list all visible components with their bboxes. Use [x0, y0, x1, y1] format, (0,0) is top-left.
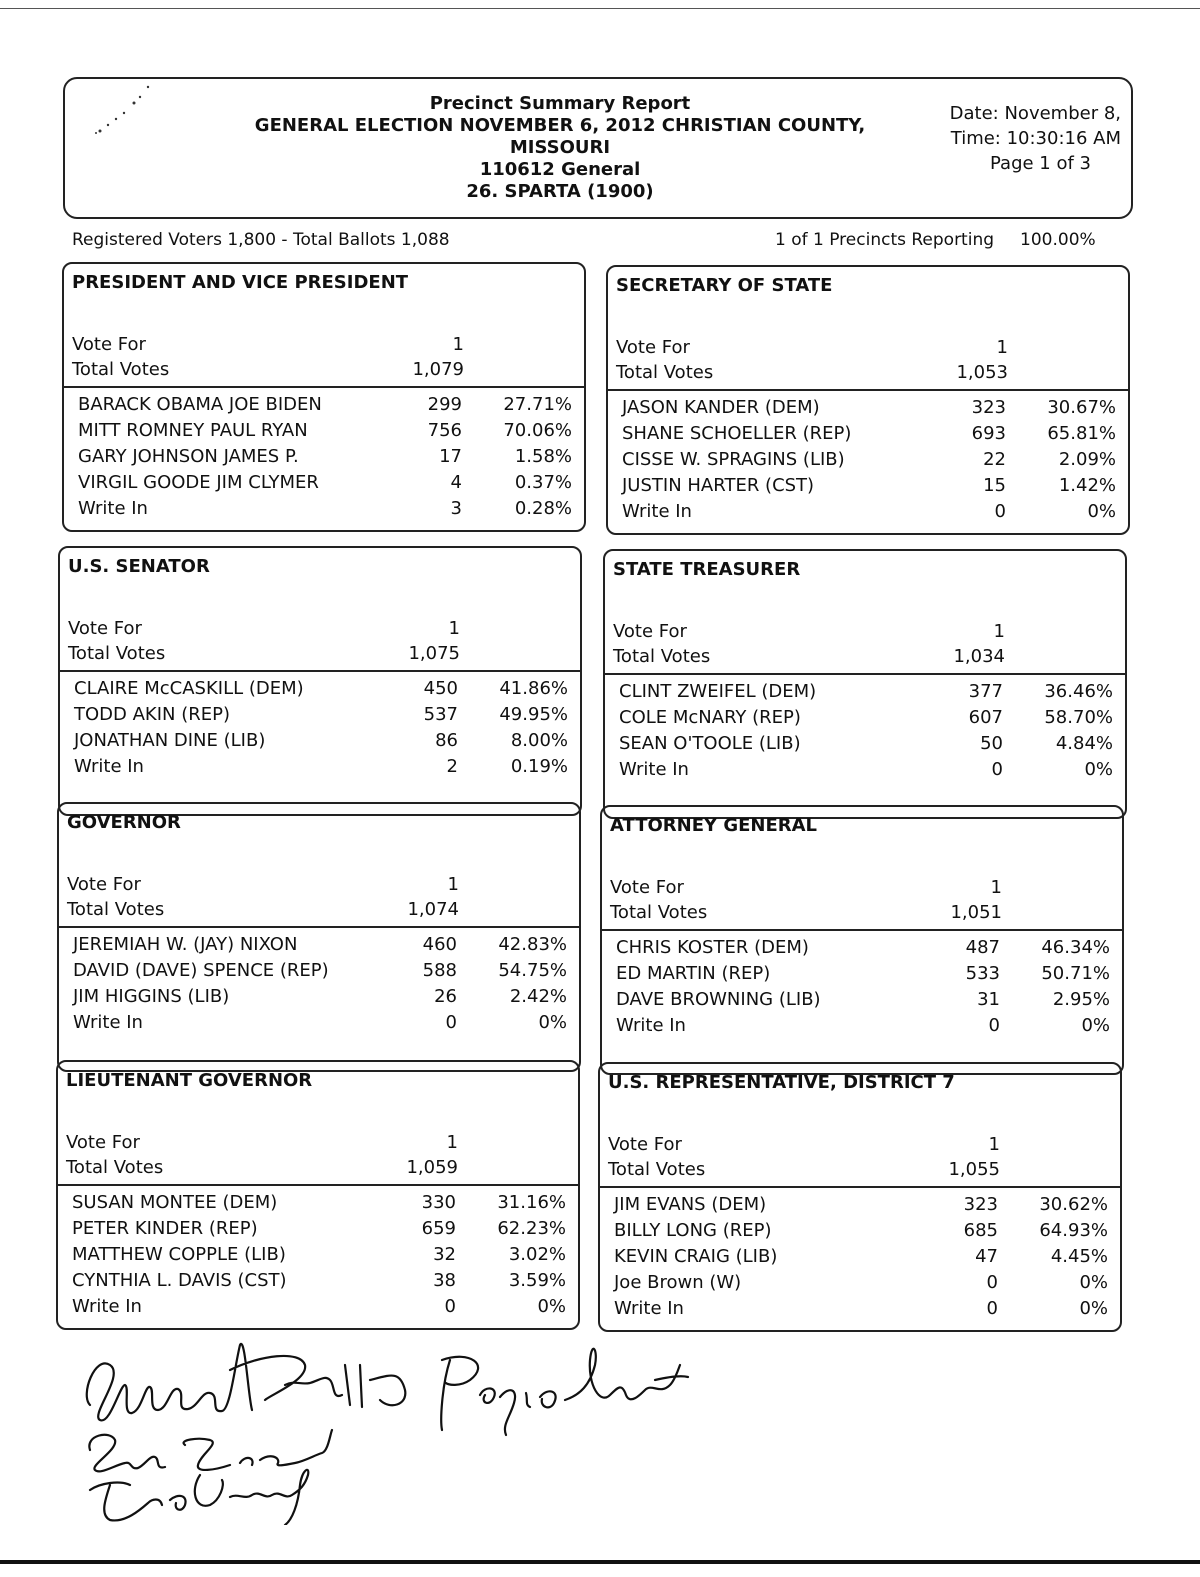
- candidate-list: [73, 932, 567, 1036]
- divider: [58, 1184, 578, 1186]
- candidate-row: [622, 395, 1116, 421]
- candidate-list: [616, 935, 1110, 1039]
- candidate-name: Write In: [622, 501, 692, 522]
- race-meta: [67, 872, 459, 922]
- election-code: 110612 General: [479, 159, 641, 180]
- vote-for-label: Vote For: [613, 621, 687, 642]
- candidate-votes: 0: [994, 501, 1006, 522]
- race-box: [57, 802, 581, 1072]
- candidate-percent: 31.16%: [497, 1192, 566, 1213]
- candidate-list: [619, 679, 1113, 783]
- total-votes-row: [608, 1157, 1000, 1182]
- candidate-row: [616, 961, 1110, 987]
- candidate-votes: 86: [435, 730, 458, 751]
- candidate-percent: 54.75%: [498, 960, 567, 981]
- race-box: [603, 549, 1127, 819]
- divider: [602, 929, 1122, 931]
- report-title-block: [245, 93, 875, 203]
- candidate-list: [78, 392, 572, 522]
- race-box: [606, 265, 1130, 535]
- candidate-name: MATTHEW COPPLE (LIB): [72, 1244, 286, 1265]
- candidate-votes: 685: [963, 1220, 998, 1241]
- candidate-percent: 1.42%: [1058, 475, 1116, 496]
- signature-4: [90, 1470, 308, 1525]
- divider: [605, 673, 1125, 675]
- candidate-row: [622, 447, 1116, 473]
- candidate-votes: 588: [422, 960, 457, 981]
- candidate-list: [74, 676, 568, 780]
- candidate-row: [619, 731, 1113, 757]
- candidate-name: Write In: [72, 1296, 142, 1317]
- vote-for-value: 1: [996, 337, 1008, 358]
- total-votes-row: [616, 360, 1008, 385]
- total-votes-row: [610, 900, 1002, 925]
- candidate-row: [622, 499, 1116, 525]
- candidate-votes: 487: [965, 937, 1000, 958]
- report-time: Time: 10:30:16 AM: [950, 128, 1121, 149]
- candidate-votes: 0: [991, 759, 1003, 780]
- total-votes-value: 1,051: [950, 902, 1002, 923]
- candidate-name: JIM EVANS (DEM): [614, 1194, 767, 1215]
- vote-for-value: 1: [452, 334, 464, 355]
- candidate-row: [78, 444, 572, 470]
- candidate-percent: 30.62%: [1039, 1194, 1108, 1215]
- candidate-row: [622, 473, 1116, 499]
- scan-specks: [90, 83, 150, 143]
- candidate-row: [72, 1216, 566, 1242]
- candidate-votes: 17: [439, 446, 462, 467]
- signature-3: [89, 1430, 332, 1471]
- race-meta: [72, 332, 464, 382]
- candidate-votes: 450: [423, 678, 458, 699]
- candidate-percent: 0.19%: [510, 756, 568, 777]
- total-votes-label: Total Votes: [68, 643, 166, 664]
- candidate-name: JONATHAN DINE (LIB): [74, 730, 266, 751]
- candidate-name: PETER KINDER (REP): [72, 1218, 258, 1239]
- candidate-percent: 30.67%: [1047, 397, 1116, 418]
- candidate-row: [72, 1242, 566, 1268]
- candidate-percent: 2.09%: [1058, 449, 1116, 470]
- candidate-row: [74, 754, 568, 780]
- total-votes-label: Total Votes: [67, 899, 165, 920]
- precincts-reporting-label: 1 of 1 Precincts Reporting: [775, 230, 995, 250]
- race-meta: [608, 1132, 1000, 1182]
- candidate-votes: 659: [421, 1218, 456, 1239]
- candidate-percent: 46.34%: [1041, 937, 1110, 958]
- candidate-name: Write In: [74, 756, 144, 777]
- report-header: [63, 77, 1133, 219]
- page-number: Page 1 of 3: [990, 153, 1091, 174]
- candidate-row: [73, 984, 567, 1010]
- vote-for-row: [616, 335, 1008, 360]
- candidate-name: MITT ROMNEY PAUL RYAN: [78, 420, 308, 441]
- candidate-votes: 0: [986, 1298, 998, 1319]
- candidate-percent: 65.81%: [1047, 423, 1116, 444]
- scan-edge-line: [0, 8, 1200, 9]
- registered-voters: Registered Voters 1,800 - Total Ballots 1,088: [72, 230, 450, 250]
- candidate-votes: 756: [427, 420, 462, 441]
- vote-for-value: 1: [448, 618, 460, 639]
- race-meta: [613, 619, 1005, 669]
- candidate-row: [616, 987, 1110, 1013]
- candidate-votes: 607: [968, 707, 1003, 728]
- race-meta: [610, 875, 1002, 925]
- candidate-list: [614, 1192, 1108, 1322]
- signature-2: [441, 1349, 688, 1435]
- candidate-row: [614, 1270, 1108, 1296]
- vote-for-label: Vote For: [68, 618, 142, 639]
- candidate-percent: 27.71%: [503, 394, 572, 415]
- candidate-name: CYNTHIA L. DAVIS (CST): [72, 1270, 287, 1291]
- vote-for-value: 1: [446, 1132, 458, 1153]
- vote-for-row: [610, 875, 1002, 900]
- candidate-name: CHRIS KOSTER (DEM): [616, 937, 809, 958]
- vote-for-row: [66, 1130, 458, 1155]
- candidate-row: [619, 679, 1113, 705]
- total-votes-label: Total Votes: [613, 646, 711, 667]
- candidate-percent: 1.58%: [514, 446, 572, 467]
- divider: [600, 1186, 1120, 1188]
- candidate-percent: 4.84%: [1055, 733, 1113, 754]
- candidate-percent: 4.45%: [1050, 1246, 1108, 1267]
- candidate-row: [78, 418, 572, 444]
- candidate-name: Write In: [614, 1298, 684, 1319]
- candidate-row: [73, 958, 567, 984]
- candidate-name: Joe Brown (W): [614, 1272, 742, 1293]
- precincts-reporting: [775, 230, 1096, 250]
- candidate-percent: 0%: [1079, 1298, 1108, 1319]
- candidate-name: CLINT ZWEIFEL (DEM): [619, 681, 817, 702]
- candidate-row: [74, 702, 568, 728]
- candidate-row: [616, 1013, 1110, 1039]
- total-votes-label: Total Votes: [616, 362, 714, 383]
- candidate-row: [619, 705, 1113, 731]
- total-votes-value: 1,079: [412, 359, 464, 380]
- total-votes-value: 1,055: [948, 1159, 1000, 1180]
- candidate-row: [74, 728, 568, 754]
- race-box: [56, 1060, 580, 1330]
- total-votes-value: 1,034: [953, 646, 1005, 667]
- vote-for-value: 1: [990, 877, 1002, 898]
- vote-for-value: 1: [993, 621, 1005, 642]
- candidate-votes: 22: [983, 449, 1006, 470]
- candidate-row: [614, 1244, 1108, 1270]
- candidate-list: [72, 1190, 566, 1320]
- candidate-percent: 3.02%: [508, 1244, 566, 1265]
- candidate-list: [622, 395, 1116, 525]
- vote-for-label: Vote For: [72, 334, 146, 355]
- candidate-name: COLE McNARY (REP): [619, 707, 801, 728]
- divider: [64, 386, 584, 388]
- race-title: SECRETARY OF STATE: [616, 275, 833, 296]
- total-votes-row: [66, 1155, 458, 1180]
- candidate-votes: 693: [971, 423, 1006, 444]
- vote-for-label: Vote For: [608, 1134, 682, 1155]
- report-title: Precinct Summary Report: [429, 93, 691, 114]
- candidate-percent: 2.42%: [509, 986, 567, 1007]
- candidate-percent: 3.59%: [508, 1270, 566, 1291]
- total-votes-row: [72, 357, 464, 382]
- candidate-name: KEVIN CRAIG (LIB): [614, 1246, 778, 1267]
- candidate-votes: 460: [422, 934, 457, 955]
- race-title: ATTORNEY GENERAL: [610, 815, 818, 836]
- candidate-votes: 31: [977, 989, 1000, 1010]
- candidate-name: BILLY LONG (REP): [614, 1220, 772, 1241]
- candidate-name: JUSTIN HARTER (CST): [622, 475, 815, 496]
- candidate-row: [73, 932, 567, 958]
- candidate-votes: 2: [446, 756, 458, 777]
- candidate-percent: 49.95%: [499, 704, 568, 725]
- candidate-row: [72, 1190, 566, 1216]
- total-votes-row: [68, 641, 460, 666]
- vote-for-row: [68, 616, 460, 641]
- race-title: U.S. SENATOR: [68, 556, 210, 577]
- candidate-percent: 41.86%: [499, 678, 568, 699]
- candidate-percent: 64.93%: [1039, 1220, 1108, 1241]
- race-title: U.S. REPRESENTATIVE, DISTRICT 7: [608, 1072, 955, 1093]
- candidate-name: VIRGIL GOODE JIM CLYMER: [78, 472, 319, 493]
- total-votes-label: Total Votes: [66, 1157, 164, 1178]
- election-state: MISSOURI: [509, 137, 611, 158]
- candidate-votes: 38: [433, 1270, 456, 1291]
- divider: [608, 389, 1128, 391]
- candidate-row: [73, 1010, 567, 1036]
- candidate-name: SHANE SCHOELLER (REP): [622, 423, 852, 444]
- candidate-percent: 50.71%: [1041, 963, 1110, 984]
- total-votes-row: [67, 897, 459, 922]
- divider: [59, 926, 579, 928]
- candidate-percent: 0%: [1084, 759, 1113, 780]
- total-votes-value: 1,074: [407, 899, 459, 920]
- candidate-percent: 0.37%: [514, 472, 572, 493]
- race-meta: [616, 335, 1008, 385]
- race-box: [598, 1062, 1122, 1332]
- candidate-row: [78, 392, 572, 418]
- candidate-name: SUSAN MONTEE (DEM): [72, 1192, 278, 1213]
- candidate-name: DAVE BROWNING (LIB): [616, 989, 821, 1010]
- candidate-row: [78, 470, 572, 496]
- total-votes-value: 1,053: [956, 362, 1008, 383]
- candidate-votes: 533: [965, 963, 1000, 984]
- election-name: GENERAL ELECTION NOVEMBER 6, 2012 CHRISTIAN COUNTY,: [254, 115, 866, 136]
- vote-for-label: Vote For: [610, 877, 684, 898]
- candidate-votes: 0: [445, 1012, 457, 1033]
- candidate-votes: 3: [450, 498, 462, 519]
- total-votes-value: 1,059: [406, 1157, 458, 1178]
- candidate-votes: 377: [968, 681, 1003, 702]
- candidate-percent: 0%: [538, 1012, 567, 1033]
- candidate-row: [72, 1294, 566, 1320]
- vote-for-value: 1: [988, 1134, 1000, 1155]
- candidate-votes: 0: [986, 1272, 998, 1293]
- candidate-name: ED MARTIN (REP): [616, 963, 771, 984]
- report-date: Date: November 8,: [949, 103, 1121, 124]
- candidate-row: [616, 935, 1110, 961]
- vote-for-label: Vote For: [66, 1132, 140, 1153]
- precincts-reporting-percent: 100.00%: [1020, 230, 1096, 250]
- vote-for-row: [608, 1132, 1000, 1157]
- vote-for-label: Vote For: [616, 337, 690, 358]
- candidate-row: [72, 1268, 566, 1294]
- vote-for-value: 1: [447, 874, 459, 895]
- candidate-name: SEAN O'TOOLE (LIB): [619, 733, 801, 754]
- candidate-percent: 8.00%: [510, 730, 568, 751]
- scan-edge-line-bottom: [0, 1560, 1200, 1564]
- race-meta: [68, 616, 460, 666]
- candidate-name: JASON KANDER (DEM): [622, 397, 820, 418]
- candidate-name: DAVID (DAVE) SPENCE (REP): [73, 960, 329, 981]
- candidate-name: JEREMIAH W. (JAY) NIXON: [73, 934, 298, 955]
- candidate-row: [622, 421, 1116, 447]
- candidate-name: BARACK OBAMA JOE BIDEN: [78, 394, 322, 415]
- race-title: LIEUTENANT GOVERNOR: [66, 1070, 313, 1091]
- candidate-name: GARY JOHNSON JAMES P.: [78, 446, 299, 467]
- race-title: STATE TREASURER: [613, 559, 801, 580]
- candidate-percent: 42.83%: [498, 934, 567, 955]
- candidate-name: Write In: [619, 759, 689, 780]
- candidate-votes: 330: [421, 1192, 456, 1213]
- candidate-votes: 0: [444, 1296, 456, 1317]
- precinct-name: 26. SPARTA (1900): [466, 181, 654, 202]
- candidate-row: [74, 676, 568, 702]
- total-votes-label: Total Votes: [608, 1159, 706, 1180]
- candidate-percent: 58.70%: [1044, 707, 1113, 728]
- race-meta: [66, 1130, 458, 1180]
- candidate-votes: 15: [983, 475, 1006, 496]
- candidate-name: CISSE W. SPRAGINS (LIB): [622, 449, 845, 470]
- candidate-percent: 0%: [1079, 1272, 1108, 1293]
- candidate-percent: 0%: [1081, 1015, 1110, 1036]
- candidate-percent: 2.95%: [1052, 989, 1110, 1010]
- candidate-name: Write In: [73, 1012, 143, 1033]
- candidate-votes: 323: [971, 397, 1006, 418]
- race-box: [62, 262, 586, 532]
- candidate-row: [619, 757, 1113, 783]
- candidate-name: Write In: [78, 498, 148, 519]
- candidate-name: Write In: [616, 1015, 686, 1036]
- race-box: [58, 546, 582, 816]
- candidate-percent: 36.46%: [1044, 681, 1113, 702]
- candidate-votes: 299: [427, 394, 462, 415]
- candidate-row: [614, 1218, 1108, 1244]
- divider: [60, 670, 580, 672]
- vote-for-row: [72, 332, 464, 357]
- vote-for-row: [613, 619, 1005, 644]
- candidate-percent: 0.28%: [514, 498, 572, 519]
- candidate-votes: 50: [980, 733, 1003, 754]
- candidate-votes: 32: [433, 1244, 456, 1265]
- candidate-row: [78, 496, 572, 522]
- vote-for-label: Vote For: [67, 874, 141, 895]
- total-votes-value: 1,075: [408, 643, 460, 664]
- candidate-votes: 4: [450, 472, 462, 493]
- vote-for-row: [67, 872, 459, 897]
- candidate-percent: 0%: [1087, 501, 1116, 522]
- candidate-votes: 47: [975, 1246, 998, 1267]
- report-meta: [931, 101, 1121, 176]
- handwritten-signatures: [70, 1325, 710, 1525]
- candidate-percent: 0%: [537, 1296, 566, 1317]
- candidate-row: [614, 1296, 1108, 1322]
- candidate-votes: 0: [988, 1015, 1000, 1036]
- candidate-votes: 26: [434, 986, 457, 1007]
- candidate-name: JIM HIGGINS (LIB): [73, 986, 230, 1007]
- candidate-name: CLAIRE McCASKILL (DEM): [74, 678, 304, 699]
- candidate-row: [614, 1192, 1108, 1218]
- candidate-percent: 70.06%: [503, 420, 572, 441]
- candidate-votes: 323: [963, 1194, 998, 1215]
- total-votes-row: [613, 644, 1005, 669]
- total-votes-label: Total Votes: [72, 359, 170, 380]
- race-title: GOVERNOR: [67, 812, 181, 833]
- candidate-votes: 537: [423, 704, 458, 725]
- signature-1: [87, 1344, 406, 1421]
- total-votes-label: Total Votes: [610, 902, 708, 923]
- race-title: PRESIDENT AND VICE PRESIDENT: [72, 272, 409, 293]
- candidate-percent: 62.23%: [497, 1218, 566, 1239]
- candidate-name: TODD AKIN (REP): [74, 704, 230, 725]
- race-box: [600, 805, 1124, 1075]
